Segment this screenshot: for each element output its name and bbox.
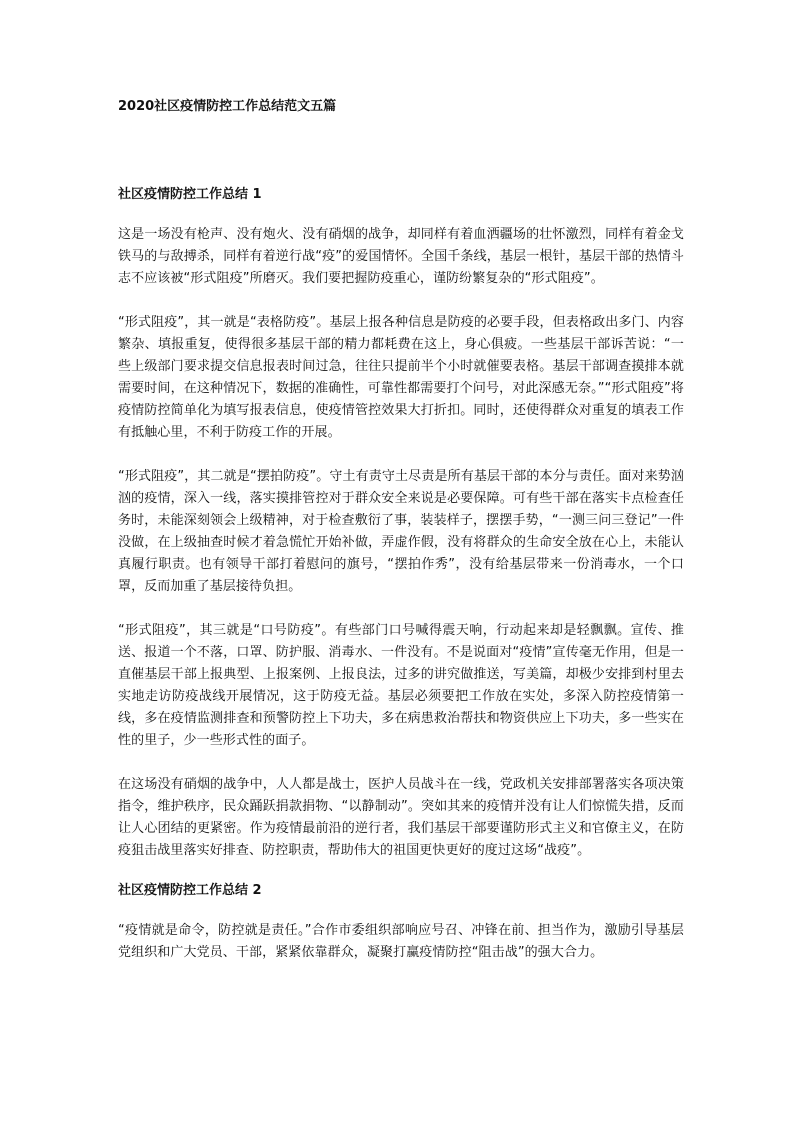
paragraph: “形式阻疫”，其三就是“口号防疫”。有些部门口号喊得震天响，行动起来却是轻飘飘。宣传、推送、报道一个不落，口罩、防护服、消毒水、一件没有。不是说面对“疫情”宣传毫无作用，但是一直催基层干部上报典型、上报案例、上报良法，过多的讲究做推送，写美篇，却极少安排到村里去实地走访防疫战线开展情况，这于防疫无益。基层必须要把工作放在实处，多深入防控疫情第一线，多在疫情监测排查和预警防控上下功夫，多在病患救治帮扶和物资供应上下功夫，多一些实在性的里子，少一些形式性的面子。 [118,623,684,748]
section-heading-2: 社区疫情防控工作总结 2 [118,883,262,898]
paragraph: 这是一场没有枪声、没有炮火、没有硝烟的战争，却同样有着血洒疆场的壮怀激烈，同样有着金戈铁马的与敌搏杀，同样有着逆行战“疫”的爱国情怀。全国千条线，基层一根针，基层干部的热情斗志不应该被“形式阻疫”所磨灭。我们要把握防疫重心，谨防纷繁复杂的“形式阻疫”。 [118,227,684,286]
paragraph: “形式阻疫”，其一就是“表格防疫”。基层上报各种信息是防疫的必要手段，但表格政出多门、内容繁杂、填报重复，使得很多基层干部的精力都耗费在这上，身心俱疲。一些基层干部诉苦说：“一些上级部门要求提交信息报表时间过急，往往只提前半个小时就催要表格。基层干部调查摸排本就需要时间，在这种情况下，数据的准确性，可靠性都需要打个问号，对此深感无奈。”“形式阻疫”将疫情防控简单化为填写报表信息，使疫情管控效果大打折扣。同时，还使得群众对重复的填表工作有抵触心里，不利于防疫工作的开展。 [118,315,684,440]
paragraph: “疫情就是命令，防控就是责任。”合作市委组织部响应号召、冲锋在前、担当作为，激励引导基层党组织和广大党员、干部，紧紧依靠群众，凝聚打赢疫情防控“阻击战”的强大合力。 [118,923,684,960]
section-heading-1: 社区疫情防控工作总结 1 [118,187,262,202]
paragraph: “形式阻疫”，其二就是“摆拍防疫”。守土有责守土尽责是所有基层干部的本分与责任。面对来势汹汹的疫情，深入一线，落实摸排管控对于群众安全来说是必要保障。可有些干部在落实卡点检查任务时，未能深刻领会上级精神，对于检查敷衍了事，装装样子，摆摆手势，“一测三问三登记”一件没做，在上级抽查时候才着急慌忙开始补做，弄虚作假，没有将群众的生命安全放在心上，未能认真履行职责。也有领导干部打着慰问的旗号，“摆拍作秀”，没有给基层带来一份消毒水，一个口罩，反而加重了基层接待负担。 [118,469,684,594]
document-title: 2020社区疫情防控工作总结范文五篇 [118,99,337,114]
paragraph: 在这场没有硝烟的战争中，人人都是战士，医护人员战斗在一线，党政机关安排部署落实各项决策指令，维护秩序，民众踊跃捐款捐物、“以静制动”。突如其来的疫情并没有让人们惊慌失措，反而让人心团结的更紧密。作为疫情最前沿的逆行者，我们基层干部要谨防形式主义和官僚主义，在防疫狙击战里落实好排查、防控职责，帮助伟大的祖国更快更好的度过这场“战疫”。 [118,777,684,858]
document-page [118,96,684,964]
